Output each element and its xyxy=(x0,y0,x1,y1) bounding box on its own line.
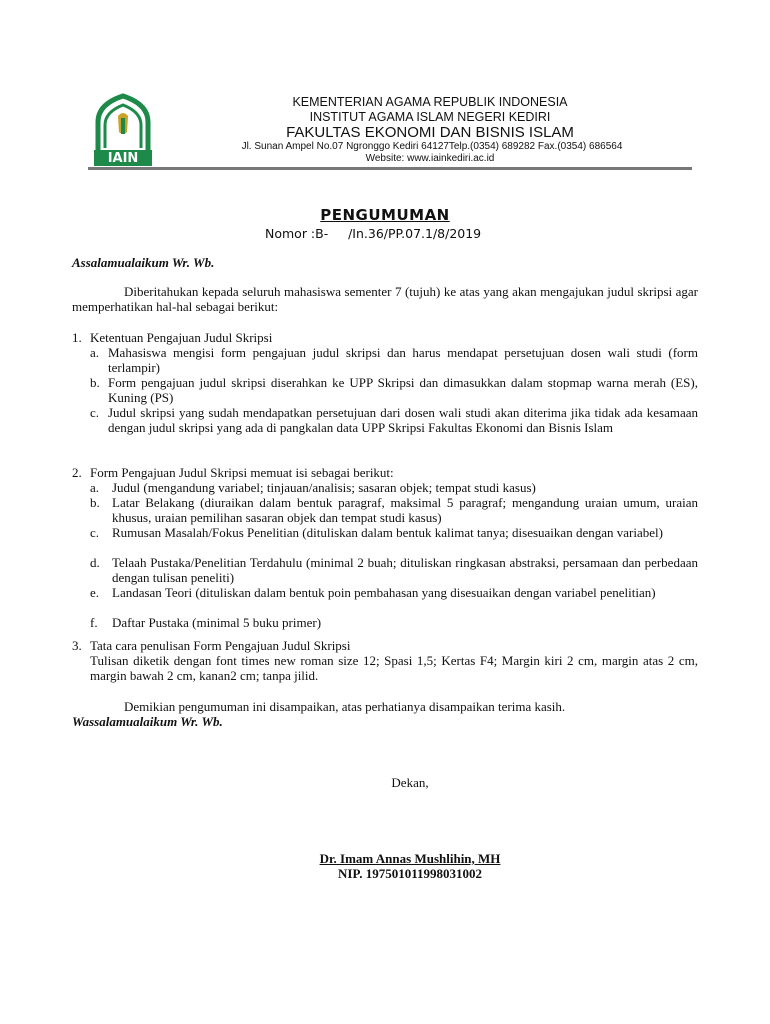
list-marker: b. xyxy=(90,375,100,390)
section-3-number: 3. xyxy=(72,638,82,653)
announcement-number: Nomor :B- /In.36/PP.07.1/8/2019 xyxy=(265,226,482,241)
list-marker: c. xyxy=(90,405,100,420)
list-marker: a. xyxy=(90,345,100,360)
address-line: Jl. Sunan Ampel No.07 Ngronggo Kediri 64127Telp.(0354) 689282 Fax.(0354) 686564 xyxy=(241,141,623,152)
farewell: Wassalamualaikum Wr. Wb. xyxy=(72,714,223,729)
signatory-nip: NIP. 197501011998031002 xyxy=(338,866,482,881)
list-item: Latar Belakang (diuraikan dalam bentuk paragraf, maksimal 5 paragraf; mengandung uraian umum, uraian khusus, uraian pemilihan sasaran objek dan tempat studi kasus) xyxy=(112,495,698,525)
section-3-heading: Tata cara penulisan Form Pengajuan Judul Skripsi xyxy=(90,638,351,653)
list-item: Form pengajuan judul skripsi diserahkan ke UPP Skripsi dan dimasukkan dalam stopmap warna merah (ES), Kuning (PS) xyxy=(108,375,698,405)
greeting: Assalamualaikum Wr. Wb. xyxy=(72,255,215,270)
announcement-title: PENGUMUMAN xyxy=(320,206,450,224)
intro-paragraph: Diberitahukan kepada seluruh mahasiswa sementer 7 (tujuh) ke atas yang akan mengajukan judul skripsi agar memperhatikan hal-hal sebagai berikut: xyxy=(72,284,698,314)
section-3-paragraph: Tulisan diketik dengan font times new roman size 12; Spasi 1,5; Kertas F4; Margin kiri 2 cm, margin atas 2 cm, margin bawah 2 cm, kanan2 cm; tanpa jilid. xyxy=(90,653,698,683)
list-item: Rumusan Masalah/Fokus Penelitian (dituliskan dalam bentuk kalimat tanya; disesuaikan dengan variabel) xyxy=(112,525,663,540)
letterhead-divider xyxy=(88,167,692,170)
section-1-heading: Ketentuan Pengajuan Judul Skripsi xyxy=(90,330,273,345)
iain-kediri-logo xyxy=(92,92,154,166)
closing-sentence: Demikian pengumuman ini disampaikan, atas perhatianya disampaikan terima kasih. xyxy=(124,699,566,714)
signature-position: Dekan, xyxy=(391,775,429,790)
website-line: Website: www.iainkediri.ac.id xyxy=(365,153,495,164)
faculty-name: FAKULTAS EKONOMI DAN BISNIS ISLAM xyxy=(286,124,574,141)
institute-name: INSTITUT AGAMA ISLAM NEGERI KEDIRI xyxy=(309,110,551,124)
list-item: Judul (mengandung variabel; tinjauan/analisis; sasaran objek; tempat studi kasus) xyxy=(112,480,536,495)
list-marker: a. xyxy=(90,480,100,495)
ministry-name: KEMENTERIAN AGAMA REPUBLIK INDONESIA xyxy=(292,95,568,109)
signatory-name: Dr. Imam Annas Mushlihin, MH xyxy=(319,851,501,866)
list-item: Telaah Pustaka/Penelitian Terdahulu (minimal 2 buah; dituliskan ringkasan abstraksi, persamaan dan perbedaan dengan tulisan peneliti) xyxy=(112,555,698,585)
section-2-heading: Form Pengajuan Judul Skripsi memuat isi sebagai berikut: xyxy=(90,465,394,480)
list-marker: f. xyxy=(90,615,98,630)
list-item: Mahasiswa mengisi form pengajuan judul skripsi dan harus mendapat persetujuan dosen wali studi (form terlampir) xyxy=(108,345,698,375)
list-item: Landasan Teori (dituliskan dalam bentuk poin pembahasan yang disesuaikan dengan variabel penelitian) xyxy=(112,585,656,600)
section-2-number: 2. xyxy=(72,465,82,480)
list-marker: c. xyxy=(90,525,100,540)
list-marker: e. xyxy=(90,585,100,600)
list-marker: b. xyxy=(90,495,100,510)
list-item: Daftar Pustaka (minimal 5 buku primer) xyxy=(112,615,322,630)
logo-text: IAIN xyxy=(107,151,139,166)
section-1-number: 1. xyxy=(72,330,82,345)
list-marker: d. xyxy=(90,555,100,570)
list-item: Judul skripsi yang sudah mendapatkan persetujuan dari dosen wali studi akan diterima jika tidak ada kesamaan dengan judul skripsi yang ada di pangkalan data UPP Skripsi Fakultas Ekonomi dan Bisnis Islam xyxy=(108,405,698,435)
